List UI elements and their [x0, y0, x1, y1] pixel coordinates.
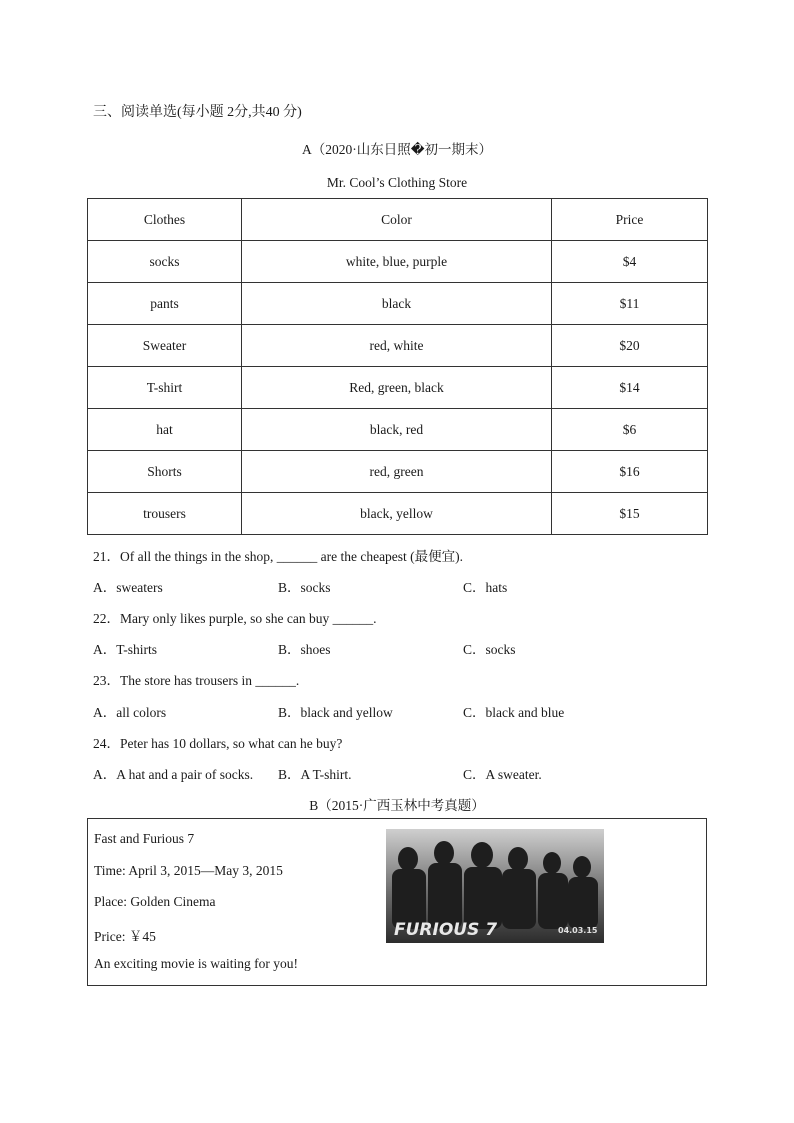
question-22: 22．Mary only likes purple, so she can buy ______.: [93, 611, 377, 626]
cell-color: black, red: [242, 409, 552, 451]
movie-poster-image: [386, 829, 604, 943]
movie-title: Fast and Furious 7: [94, 831, 195, 846]
cell-clothes: socks: [88, 241, 242, 283]
table-row: [88, 451, 708, 493]
movie-price: Price: ￥45: [94, 929, 156, 944]
table-row: [88, 493, 708, 535]
question-24-option-a: A．A hat and a pair of socks.: [93, 767, 254, 782]
cell-price: $14: [552, 367, 708, 409]
header-color: Color: [242, 199, 552, 241]
question-21-option-a: A．sweaters: [93, 580, 163, 595]
cell-price: $20: [552, 325, 708, 367]
question-21-option-b: B．socks: [278, 580, 331, 595]
section-title: 三、阅读单选(每小题 2分,共40 分): [93, 105, 302, 120]
movie-tagline: An exciting movie is waiting for you!: [94, 956, 298, 971]
cell-color: red, green: [242, 451, 552, 493]
header-price: Price: [552, 199, 708, 241]
question-22-option-a: A．T-shirts: [93, 642, 158, 657]
cell-price: $11: [552, 283, 708, 325]
cell-color: Red, green, black: [242, 367, 552, 409]
cell-color: white, blue, purple: [242, 241, 552, 283]
table-row: [88, 325, 708, 367]
cell-clothes: hat: [88, 409, 242, 451]
question-24-option-c: C．A sweater.: [463, 767, 542, 782]
table-row: [88, 283, 708, 325]
question-24-option-b: B．A T-shirt.: [278, 767, 352, 782]
question-23-option-a: A．all colors: [93, 705, 167, 720]
cell-clothes: T-shirt: [88, 367, 242, 409]
question-23-option-b: B．black and yellow: [278, 705, 393, 720]
question-24: 24．Peter has 10 dollars, so what can he buy?: [93, 736, 343, 751]
cell-color: black: [242, 283, 552, 325]
part-b-source: B（2015·广西玉林中考真题）: [309, 798, 485, 813]
table-row: [88, 367, 708, 409]
movie-place: Place: Golden Cinema: [94, 894, 216, 909]
cell-clothes: trousers: [88, 493, 242, 535]
movie-poster-art: [386, 829, 604, 943]
cell-price: $16: [552, 451, 708, 493]
clothing-store-table: [87, 198, 708, 535]
movie-time: Time: April 3, 2015—May 3, 2015: [94, 863, 283, 878]
question-23-option-c: C．black and blue: [463, 705, 565, 720]
cell-color: black, yellow: [242, 493, 552, 535]
poster-logo-text: FURIOUS 7: [394, 920, 498, 940]
table-title: Mr. Cool’s Clothing Store: [326, 175, 468, 190]
cell-clothes: Shorts: [88, 451, 242, 493]
movie-ad-box: [87, 818, 707, 986]
header-clothes: Clothes: [88, 199, 242, 241]
question-21-option-c: C．hats: [463, 580, 508, 595]
question-23: 23．The store has trousers in ______.: [93, 673, 300, 688]
question-21: 21．Of all the things in the shop, ______ are the cheapest (最便宜).: [93, 549, 464, 564]
cell-clothes: Sweater: [88, 325, 242, 367]
table-row: [88, 241, 708, 283]
cell-price: $4: [552, 241, 708, 283]
table-header-row: [88, 199, 708, 241]
question-22-option-c: C．socks: [463, 642, 516, 657]
part-a-source: A（2020·山东日照�初一期末）: [301, 142, 493, 157]
cell-price: $6: [552, 409, 708, 451]
table-row: [88, 409, 708, 451]
cell-price: $15: [552, 493, 708, 535]
cell-clothes: pants: [88, 283, 242, 325]
cell-color: red, white: [242, 325, 552, 367]
question-22-option-b: B．shoes: [278, 642, 331, 657]
poster-date-text: 04.03.15: [558, 926, 598, 935]
